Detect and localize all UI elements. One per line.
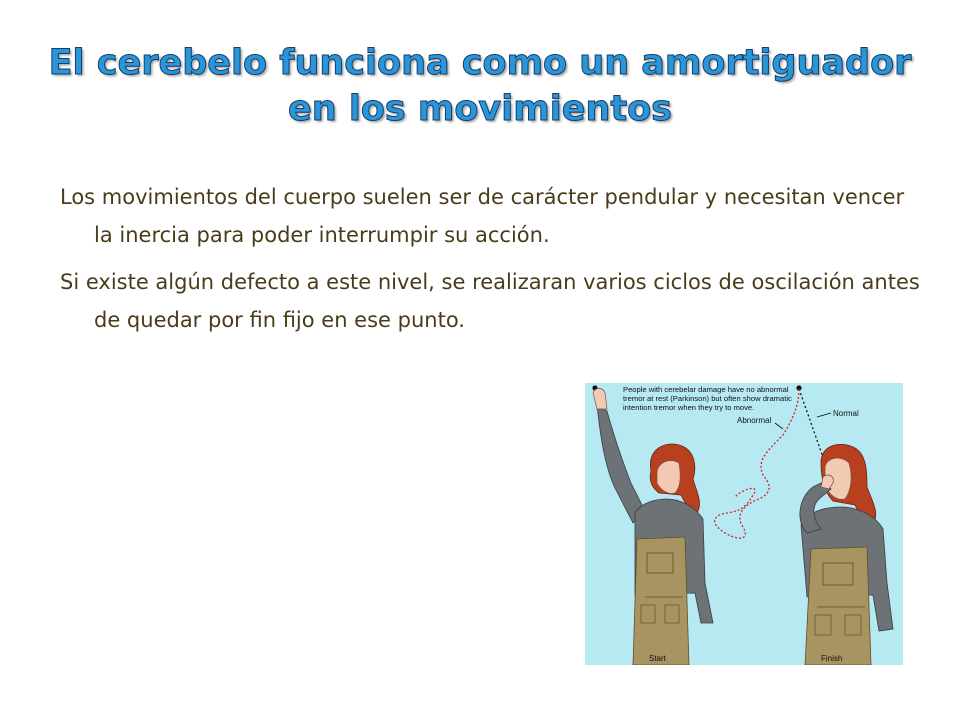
- finish-person-illustration: [800, 444, 893, 665]
- figure-caption-line-2: tremor at rest (Parkinson) but often show dramatic: [623, 394, 792, 403]
- paragraph-pendular: Los movimientos del cuerpo suelen ser de carácter pendular y necesitan vencer la inercia para poder interrumpir su acción.: [60, 185, 905, 247]
- slide-body: [60, 178, 920, 348]
- figure-illustration: [585, 383, 903, 665]
- label-abnormal: Abnormal: [737, 416, 772, 425]
- label-start: Start: [649, 654, 666, 663]
- paragraph-oscilacion: Si existe algún defecto a este nivel, se realizaran varios ciclos de oscilación antes de quedar por fin fijo en ese punto.: [60, 270, 920, 332]
- label-finish: Finish: [821, 654, 843, 663]
- slide-title: El cerebelo funciona como un amortiguador en los movimientos: [48, 43, 912, 129]
- figure-caption-line-1: People with cerebelar damage have no abnormal: [623, 385, 789, 394]
- intention-tremor-figure: [585, 383, 903, 665]
- figure-caption-line-3: intention tremor when they try to move.: [623, 403, 755, 412]
- start-person-illustration: [593, 389, 713, 666]
- normal-trajectory: [799, 389, 825, 463]
- label-normal: Normal: [833, 409, 859, 418]
- normal-label-leader: [817, 413, 831, 417]
- abnormal-label-leader: [775, 423, 783, 429]
